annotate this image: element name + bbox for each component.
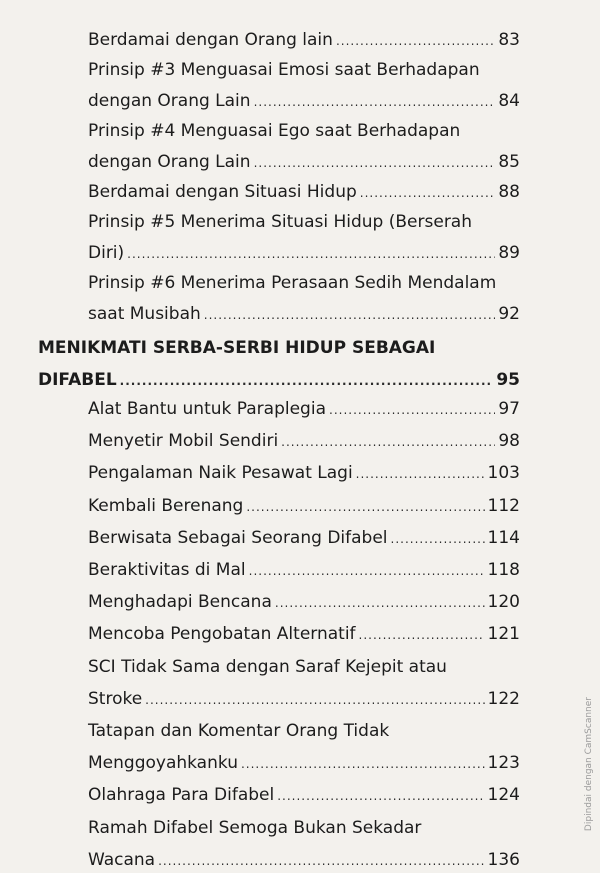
dot-leader: [336, 29, 495, 53]
entry-title-line: Ramah Difabel Semoga Bukan Sekadar: [88, 817, 422, 838]
entry-page-number: 98: [498, 431, 520, 452]
entry-title-line: Beraktivitas di Mal: [88, 560, 246, 580]
entry-page-number: 84: [498, 90, 520, 111]
entry-page-number: 103: [487, 463, 520, 484]
entry-title-line: Prinsip #3 Menguasai Emosi saat Berhadapan: [88, 60, 480, 81]
entry-page-number: 120: [487, 592, 520, 613]
entry-page-number: 118: [487, 560, 520, 580]
entry-page-number: 123: [487, 753, 520, 774]
entry-page-number: 136: [487, 849, 520, 870]
entry-page-number: 92: [498, 303, 520, 324]
entry-title-line: Menghadapi Bencana: [88, 592, 272, 613]
entry-page-number: 124: [487, 785, 520, 806]
entry-title-line: Berwisata Sebagai Seorang Difabel: [88, 527, 388, 548]
scanner-watermark: Dipindai dengan CamScanner: [584, 696, 594, 831]
dot-leader: [127, 242, 495, 266]
toc-section-heading: [38, 336, 520, 393]
toc-entry: [88, 119, 520, 174]
dot-leader: [246, 495, 484, 519]
entry-title-line: Tatapan dan Komentar Orang Tidak: [88, 721, 390, 741]
section-title-line: DIFABEL: [38, 370, 117, 390]
entry-title-line: Menyetir Mobil Sendiri: [88, 431, 279, 452]
toc-entry: [88, 429, 520, 454]
entry-title-line: Menggoyahkanku: [88, 753, 238, 774]
toc-entry: [88, 28, 520, 53]
toc-entry: [88, 494, 520, 519]
dot-leader: [145, 688, 484, 712]
entry-page-number: 97: [498, 399, 520, 419]
dot-leader: [120, 369, 494, 393]
entry-page-number: 89: [498, 242, 520, 263]
entry-page-number: 114: [487, 527, 520, 548]
toc-entry: [88, 271, 520, 326]
toc-entry: [88, 58, 520, 113]
toc-entry: [88, 558, 520, 583]
entry-title-line: dengan Orang Lain: [88, 151, 251, 172]
entry-title-line: Prinsip #6 Menerima Perasaan Sedih Mendalam: [88, 273, 497, 294]
entry-title-line: Alat Bantu untuk Paraplegia: [88, 399, 326, 419]
dot-leader: [275, 591, 485, 615]
toc-entry: [88, 719, 520, 776]
dot-leader: [360, 181, 496, 205]
entry-title-line: Kembali Berenang: [88, 495, 244, 516]
dot-leader: [158, 849, 484, 873]
dot-leader: [254, 151, 496, 175]
toc-entry: [88, 816, 520, 873]
entry-page-number: 83: [498, 30, 520, 50]
entry-title-line: Wacana: [88, 849, 156, 870]
toc-entry: [88, 526, 520, 551]
entry-title-line: Diri): [88, 242, 125, 263]
entry-page-number: 88: [498, 182, 520, 202]
entry-title-line: dengan Orang Lain: [88, 90, 251, 111]
dot-leader: [281, 430, 495, 454]
entry-page-number: 122: [487, 688, 520, 709]
entry-page-number: 121: [487, 624, 520, 645]
entry-page-number: 112: [487, 495, 520, 516]
dot-leader: [359, 623, 485, 647]
toc-entry: [88, 397, 520, 422]
toc-entry: [88, 210, 520, 265]
dot-leader: [254, 90, 496, 114]
dot-leader: [241, 752, 485, 776]
dot-leader: [204, 303, 496, 327]
entry-title-line: Prinsip #5 Menerima Situasi Hidup (Berserah: [88, 212, 472, 233]
dot-leader: [356, 462, 485, 486]
entry-title-line: Olahraga Para Difabel: [88, 785, 275, 806]
section-page-number: 95: [496, 370, 520, 390]
dot-leader: [249, 559, 485, 583]
toc-entry: [88, 783, 520, 808]
entry-title-line: Mencoba Pengobatan Alternatif: [88, 624, 356, 645]
entry-title-line: SCI Tidak Sama dengan Saraf Kejepit atau: [88, 656, 447, 677]
entry-title-line: Pengalaman Naik Pesawat Lagi: [88, 463, 353, 484]
dot-leader: [277, 784, 484, 808]
section-title-line: MENIKMATI SERBA-SERBI HIDUP SEBAGAI: [38, 338, 436, 358]
entry-title-line: saat Musibah: [88, 303, 201, 324]
entry-title-line: Stroke: [88, 688, 143, 709]
dot-leader: [329, 398, 495, 422]
toc-entry: [88, 590, 520, 615]
toc-entry: [88, 180, 520, 205]
toc-entry: [88, 655, 520, 712]
entry-title-line: Prinsip #4 Menguasai Ego saat Berhadapan: [88, 121, 461, 142]
dot-leader: [391, 527, 485, 551]
entry-title-line: Berdamai dengan Orang lain: [88, 30, 333, 50]
toc-entry: [88, 622, 520, 647]
entry-title-line: Berdamai dengan Situasi Hidup: [88, 182, 357, 202]
toc-entry: [88, 461, 520, 486]
entry-page-number: 85: [498, 151, 520, 172]
